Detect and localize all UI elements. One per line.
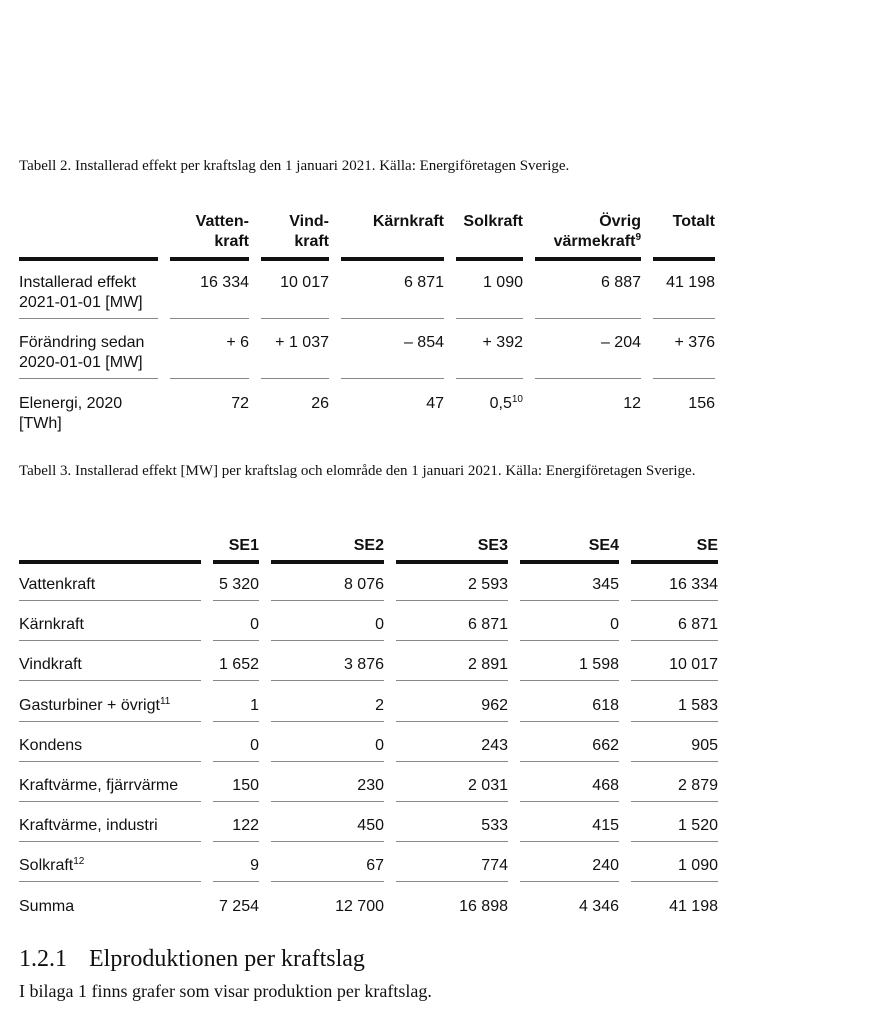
row-label-line2: 2021-01-01 [MW] bbox=[19, 294, 143, 311]
row-label-line2: 2020-01-01 [MW] bbox=[19, 354, 143, 371]
table2-row-rule bbox=[456, 378, 523, 379]
table2-header-line1: Kärnkraft bbox=[372, 213, 444, 230]
table2-row-rule bbox=[653, 378, 715, 379]
table2-cell-value: 10 017 bbox=[280, 274, 329, 291]
table3-row-label-text: Kraftvärme, fjärrvärme bbox=[19, 777, 179, 794]
table2-cell-value: – 204 bbox=[600, 334, 641, 351]
table3-cell: 5 320 bbox=[218, 576, 259, 593]
table3-cell: 16 898 bbox=[459, 898, 508, 915]
table3-cell: 8 076 bbox=[343, 576, 384, 593]
table2-cell-value: + 6 bbox=[226, 334, 249, 351]
table3-row-rule bbox=[631, 640, 718, 641]
table2-header-line2: värmekraft$^9$ bbox=[553, 232, 641, 250]
table2-cell bbox=[456, 273, 523, 293]
table3-row-footnote: 12 bbox=[73, 856, 85, 867]
table2-header-footnote: 9 bbox=[635, 232, 641, 243]
section-heading bbox=[19, 945, 365, 973]
table2-header-rule bbox=[261, 257, 329, 261]
table3-cell: 1 bbox=[250, 697, 259, 714]
table2-header-3 bbox=[341, 212, 444, 232]
table2-row-rule bbox=[19, 318, 158, 319]
table3-cell: 2 879 bbox=[677, 777, 718, 794]
table3-row-label bbox=[19, 575, 95, 595]
table3-cell: 230 bbox=[357, 777, 384, 794]
table3-cell: 662 bbox=[592, 737, 619, 754]
table3-row-label-text: Kärnkraft bbox=[19, 616, 84, 633]
table3-cell: 122 bbox=[232, 817, 259, 834]
table3-cell: 6 871 bbox=[467, 616, 508, 633]
table3-cell: 345 bbox=[592, 576, 619, 593]
table3-row-rule bbox=[396, 600, 508, 601]
table2-row-rule bbox=[19, 378, 158, 379]
table3-row-rule bbox=[520, 841, 619, 842]
table2-cell-value: 12 bbox=[623, 395, 641, 412]
table3-cell: 415 bbox=[592, 817, 619, 834]
table3-row-rule bbox=[271, 761, 384, 762]
table2-cell-value: 6 887 bbox=[600, 274, 641, 291]
table3-row-label bbox=[19, 655, 82, 675]
table3-row-rule bbox=[520, 600, 619, 601]
section-number: 1.2.1 bbox=[19, 946, 67, 972]
table2-cell-value: 26 bbox=[311, 395, 329, 412]
table3-header-rule bbox=[631, 560, 718, 564]
table3-header-rule bbox=[213, 560, 259, 564]
table3-row-rule bbox=[213, 761, 259, 762]
table3-cell: 150 bbox=[232, 777, 259, 794]
table2-cell-value: 156 bbox=[688, 395, 715, 412]
table3-header-se3: SE3 bbox=[477, 537, 508, 554]
table2-row-rule bbox=[261, 378, 329, 379]
table2-row-label bbox=[19, 394, 122, 434]
table2-cell-value: 1 090 bbox=[482, 274, 523, 291]
table3-cell: 4 346 bbox=[578, 898, 619, 915]
table2-header-1 bbox=[170, 212, 249, 252]
table3-cell: 450 bbox=[357, 817, 384, 834]
table2-cell bbox=[535, 273, 641, 293]
table3-header-rule bbox=[520, 560, 619, 564]
table3-row-rule bbox=[19, 761, 201, 762]
table2-cell bbox=[170, 333, 249, 353]
table3-row-rule bbox=[271, 841, 384, 842]
table3-row-label bbox=[19, 696, 170, 716]
table2-cell bbox=[341, 333, 444, 353]
table2-cell bbox=[170, 273, 249, 293]
table3-cell: 1 583 bbox=[677, 697, 718, 714]
table3-row-label-text: Gasturbiner + övrigt bbox=[19, 697, 160, 714]
table3-row-rule bbox=[631, 841, 718, 842]
table2-cell-value: 41 198 bbox=[666, 274, 715, 291]
table2-cell-footnote: 10 bbox=[511, 394, 523, 405]
table2-header-line1: Totalt bbox=[672, 213, 715, 230]
section-title: Elproduktionen per kraftslag bbox=[89, 946, 365, 972]
table3-row-footnote: 11 bbox=[159, 696, 171, 707]
table3-row-rule bbox=[19, 680, 201, 681]
table3-cell: 7 254 bbox=[218, 898, 259, 915]
table3-row-rule bbox=[19, 841, 201, 842]
table3-cell: 243 bbox=[481, 737, 508, 754]
table3-row-rule bbox=[631, 680, 718, 681]
table2-cell bbox=[653, 273, 715, 293]
table3-row-rule bbox=[213, 841, 259, 842]
table2-header-line1: Övrig bbox=[599, 213, 641, 230]
table3-row-rule bbox=[19, 881, 201, 882]
table3-cell: 618 bbox=[592, 697, 619, 714]
table2-cell bbox=[535, 333, 641, 353]
table3-row-rule bbox=[213, 680, 259, 681]
table3-row-label-text: Summa bbox=[19, 898, 75, 915]
table2-header-line2: kraft bbox=[294, 233, 329, 250]
table2-cell bbox=[456, 394, 523, 414]
table2-row-rule bbox=[653, 318, 715, 319]
table2-header-rule bbox=[341, 257, 444, 261]
table3-row-rule bbox=[213, 721, 259, 722]
table3-header-se4: SE4 bbox=[588, 537, 619, 554]
table3-cell: 41 198 bbox=[669, 898, 718, 915]
table3-row-rule bbox=[631, 721, 718, 722]
table3-row-label-text: Kondens bbox=[19, 737, 83, 754]
table2-header-2 bbox=[261, 212, 329, 252]
table2-cell-value: 72 bbox=[231, 395, 249, 412]
table3-row-rule bbox=[19, 801, 201, 802]
table2-cell bbox=[653, 394, 715, 414]
table3-header-se1: SE1 bbox=[228, 537, 259, 554]
table3-row-label-text: Vattenkraft bbox=[19, 576, 96, 593]
table3-cell: 2 593 bbox=[467, 576, 508, 593]
table2-row-rule bbox=[261, 318, 329, 319]
table2-row-rule bbox=[456, 318, 523, 319]
table3-row-rule bbox=[520, 640, 619, 641]
table2-header-6 bbox=[653, 212, 715, 232]
table3-row-rule bbox=[271, 801, 384, 802]
table2-header-line1: Solkraft bbox=[463, 213, 523, 230]
table3-cell: 2 031 bbox=[467, 777, 508, 794]
table3-cell: 6 871 bbox=[677, 616, 718, 633]
table3-row-label bbox=[19, 856, 84, 876]
table2-row-rule bbox=[341, 378, 444, 379]
table2-cell bbox=[653, 333, 715, 353]
table3-row-rule bbox=[271, 640, 384, 641]
table3-cell: 0 bbox=[250, 737, 259, 754]
table3-row-rule bbox=[19, 640, 201, 641]
table3-cell: 0 bbox=[375, 616, 384, 633]
table2-cell-value: + 376 bbox=[674, 334, 715, 351]
table3-cell: 240 bbox=[592, 857, 619, 874]
table3-cell: 67 bbox=[366, 857, 384, 874]
table2-caption: Tabell 2. Installerad effekt per kraftslag den 1 januari 2021. Källa: Energiföretagen Sverige. bbox=[19, 158, 570, 174]
table2-header-rule bbox=[456, 257, 523, 261]
table3-row-rule bbox=[520, 721, 619, 722]
table3-row-label bbox=[19, 776, 178, 796]
table3-row-rule bbox=[631, 761, 718, 762]
table3-cell: 3 876 bbox=[343, 656, 384, 673]
table2-header-5 bbox=[535, 212, 641, 252]
table3-row-rule bbox=[213, 881, 259, 882]
table2-cell bbox=[341, 273, 444, 293]
table3-row-rule bbox=[396, 881, 508, 882]
table3-row-rule bbox=[396, 640, 508, 641]
table3-cell: 1 520 bbox=[677, 817, 718, 834]
table2-row-rule bbox=[535, 378, 641, 379]
table3-row-rule bbox=[520, 801, 619, 802]
table3-row-label-text: Solkraft bbox=[19, 857, 74, 874]
table3-row-rule bbox=[396, 841, 508, 842]
table3-row-rule bbox=[520, 761, 619, 762]
row-label-line1: Elenergi, 2020 bbox=[19, 395, 123, 412]
table3-cell: 905 bbox=[691, 737, 718, 754]
table3-row-rule bbox=[271, 721, 384, 722]
table2-header-4 bbox=[456, 212, 523, 232]
table2-cell bbox=[261, 394, 329, 414]
table3-cell: 533 bbox=[481, 817, 508, 834]
table3-row-rule bbox=[19, 721, 201, 722]
table2-cell-value: 16 334 bbox=[200, 274, 249, 291]
section-paragraph: I bilaga 1 finns grafer som visar produktion per kraftslag. bbox=[19, 981, 432, 1001]
table2-cell-value: + 1 037 bbox=[275, 334, 329, 351]
table3-cell: 2 bbox=[375, 697, 384, 714]
table2-cell bbox=[261, 273, 329, 293]
table3-row-label bbox=[19, 736, 82, 756]
table3-row-rule bbox=[271, 881, 384, 882]
table3-row-rule bbox=[19, 600, 201, 601]
table3-caption: Tabell 3. Installerad effekt [MW] per kraftslag och elområde den 1 januari 2021. Källa: Energiföretagen Sverige. bbox=[19, 463, 696, 479]
table2-cell bbox=[535, 394, 641, 414]
table2-row-rule bbox=[170, 318, 249, 319]
row-label-line1: Installerad effekt bbox=[19, 274, 137, 291]
table3-cell: 962 bbox=[481, 697, 508, 714]
table3-row-rule bbox=[631, 801, 718, 802]
table3-cell: 2 891 bbox=[467, 656, 508, 673]
table3-cell: 16 334 bbox=[669, 576, 718, 593]
table2-row-rule bbox=[170, 378, 249, 379]
table3-header-rule bbox=[19, 560, 201, 564]
table3-row-rule bbox=[396, 680, 508, 681]
table3-row-rule bbox=[213, 600, 259, 601]
table3-header-rule bbox=[271, 560, 384, 564]
table3-row-rule bbox=[396, 721, 508, 722]
row-label-line1: Förändring sedan bbox=[19, 334, 145, 351]
table2-header-line1: Vatten- bbox=[195, 213, 249, 230]
table2-cell bbox=[341, 394, 444, 414]
table2-header-rule bbox=[535, 257, 641, 261]
table3-row-label bbox=[19, 615, 84, 635]
table2-header-rule bbox=[170, 257, 249, 261]
table3-row-rule bbox=[631, 881, 718, 882]
table3-cell: 1 598 bbox=[578, 656, 619, 673]
table3-header-rule bbox=[396, 560, 508, 564]
table2-cell bbox=[170, 394, 249, 414]
table3-row-rule bbox=[213, 640, 259, 641]
table3-row-rule bbox=[520, 881, 619, 882]
table3-cell: 0 bbox=[610, 616, 619, 633]
table2-header-rule bbox=[19, 257, 158, 261]
table3-cell: 9 bbox=[250, 857, 259, 874]
table3-row-rule bbox=[396, 761, 508, 762]
table3-cell: 12 700 bbox=[335, 898, 384, 915]
table3-cell: 0 bbox=[375, 737, 384, 754]
table2-cell-value: 6 871 bbox=[403, 274, 444, 291]
table2-header-line1: Vind- bbox=[289, 213, 329, 230]
table2-row-label bbox=[19, 273, 143, 313]
table3-row-label-text: Vindkraft bbox=[19, 656, 82, 673]
table2-row-label bbox=[19, 333, 144, 373]
table2-cell-value: 47 bbox=[426, 395, 444, 412]
table3-cell: 468 bbox=[592, 777, 619, 794]
table3-cell: 1 090 bbox=[677, 857, 718, 874]
table3-row-label bbox=[19, 816, 158, 836]
table2-header-rule bbox=[653, 257, 715, 261]
table3-row-rule bbox=[271, 600, 384, 601]
table3-row-rule bbox=[396, 801, 508, 802]
table2-cell bbox=[456, 333, 523, 353]
table3-cell: 10 017 bbox=[669, 656, 718, 673]
table2-cell bbox=[261, 333, 329, 353]
table3-row-label bbox=[19, 897, 74, 917]
table2-header-line2: kraft bbox=[214, 233, 249, 250]
table2-cell-value: + 392 bbox=[482, 334, 523, 351]
table3-row-rule bbox=[271, 680, 384, 681]
table3-row-rule bbox=[520, 680, 619, 681]
table3-cell: 774 bbox=[481, 857, 508, 874]
table3-row-rule bbox=[213, 801, 259, 802]
table3-cell: 1 652 bbox=[218, 656, 259, 673]
table3-row-label-text: Kraftvärme, industri bbox=[19, 817, 158, 834]
table2-cell-value: 0,5 bbox=[489, 395, 512, 412]
table2-cell-value: – 854 bbox=[403, 334, 444, 351]
table2-row-rule bbox=[341, 318, 444, 319]
table3-header-se: SE bbox=[696, 537, 718, 554]
table2-row-rule bbox=[535, 318, 641, 319]
row-label-line2: [TWh] bbox=[19, 415, 62, 432]
table3-row-rule bbox=[631, 600, 718, 601]
table3-header-se2: SE2 bbox=[353, 537, 384, 554]
table3-cell: 0 bbox=[250, 616, 259, 633]
